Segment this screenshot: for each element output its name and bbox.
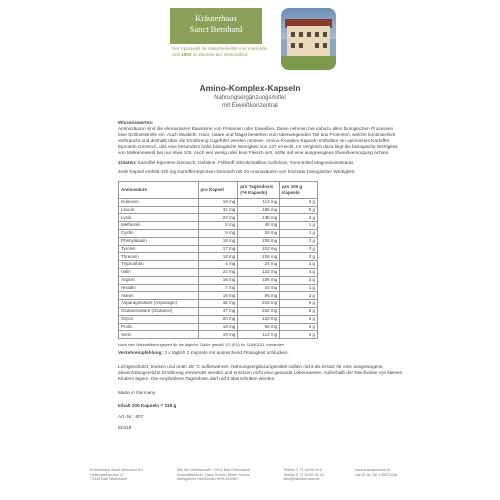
cell-amino: Valin <box>119 268 199 276</box>
cell-capsule: 20 mg <box>198 315 238 323</box>
cell-daily: 108 mg <box>238 237 280 245</box>
cell-amino: Prolin <box>119 323 199 331</box>
ingredients-label: Zutaten: <box>118 159 137 165</box>
table-row <box>119 261 318 269</box>
cell-daily: 114 mg <box>238 331 280 339</box>
footer-city: 73342 Bad Ditzenbach <box>90 477 128 482</box>
cell-daily: 222 mg <box>238 307 280 315</box>
tagline-year: 1903 <box>181 52 192 57</box>
product-subtitle2: mit Eiweißkonzentrat <box>222 103 278 109</box>
ingredients-text: Kartoffel-Eiprotein-Gemisch, Gelatine, Füllstoff mikrokristalline Cellulose, Trennmittel Magnesiumstearat. <box>136 159 355 165</box>
cell-daily: 30 mg <box>238 229 280 237</box>
cell-capsule: 19 mg <box>198 198 238 206</box>
logo-line2: Sanct Bernhard <box>189 24 243 34</box>
cell-amino: Glutaminsäure (Glutamin) <box>119 307 199 315</box>
table-row <box>119 307 318 315</box>
table-row <box>119 300 318 308</box>
table-row <box>119 214 318 222</box>
cell-100g: 1 g <box>280 229 318 237</box>
cell-daily: 120 mg <box>238 315 280 323</box>
cell-100g: 3 g <box>280 315 318 323</box>
product-title: Amino-Komplex-Kapseln <box>199 83 301 93</box>
cell-amino: Isoleucin <box>119 198 199 206</box>
cell-100g: 3 g <box>280 253 318 261</box>
amino-table <box>118 181 318 339</box>
footer-col4 <box>355 468 420 482</box>
table-row <box>119 284 318 292</box>
product-subtitle1: Nahrungsergänzungsmittel <box>214 95 286 101</box>
cell-100g: 1 g <box>280 284 318 292</box>
footer-fax: Telefax 0 73 34/96 54 44 <box>283 472 324 477</box>
table-body <box>119 198 318 338</box>
origin-text: Made in Germany <box>118 389 156 395</box>
tagline-suffix: im Dienste der Gesundheit. <box>191 52 249 57</box>
cell-100g: 1 g <box>280 261 318 269</box>
cell-daily: 108 mg <box>238 276 280 284</box>
table-row <box>119 245 318 253</box>
cell-amino: Leucin <box>119 206 199 214</box>
cell-amino: Methionin <box>119 222 199 230</box>
table-header-row <box>119 181 318 198</box>
info-body: Aminosäuren sind die elementaren Bausteine von Proteinen oder Eiweißen. Diese nehmen bei nahezu allen biologischen Prozessen eine Schlüsselrolle ein. Auch Muskeln, Haut, Haare und Nägel bestehen zum überwiegenden Teil aus Proteinen, welche kontinuierlich verbraucht und deshalb über die Ernährung zugeführt werden müssen. Amino-Komplex-Kapseln enthalten ein optimiertes Kartoffel-Eiprotein-Gemisch, das eine besonders hohe biologische Wertigkeit von 137 erreicht. Im Vergleich dazu liegt die biologische Wertigkeit von Molkeneiweiß bei nur etwa 105. Auch wer wenig oder kein Fleisch isst, sollte auf eine ausgewogene Eiweißversorgung achten. <box>118 126 398 156</box>
cell-100g: 3 g <box>280 237 318 245</box>
col-header-daily: pro Tagesdosis (=6 Kapseln) <box>238 181 280 198</box>
building-photo <box>281 8 336 70</box>
cell-daily: 138 mg <box>238 214 280 222</box>
cell-capsule: 19 mg <box>198 331 238 339</box>
info-heading: Wissenswertes: <box>118 120 154 125</box>
col-header-100g: pro 100 g Kapseln <box>280 181 318 198</box>
cell-amino: Tyrosin <box>119 245 199 253</box>
capsule-text: Jede Kapsel enthält 420 mg Kartoffel-Eiprotein-Gemisch mit 20 Aminosäuren von höchster biologischer Wertigkeit. <box>118 168 356 174</box>
cell-daily: 96 mg <box>238 292 280 300</box>
footer-seat: Sitz der Gesellschaft: 73342 Bad Ditzenbach <box>176 468 250 472</box>
cell-capsule: 22 mg <box>198 268 238 276</box>
product-content <box>118 120 403 434</box>
footer-company: Kräuterhaus Sanct Bernhard KG <box>90 468 144 472</box>
table-row <box>119 292 318 300</box>
cell-100g: 3 g <box>280 245 318 253</box>
table-row <box>119 323 318 331</box>
cell-100g: 3 g <box>280 276 318 284</box>
footer-street: Helfensteinstraße 47 <box>90 472 125 477</box>
page-footer <box>90 468 420 482</box>
cell-amino: Alanin <box>119 292 199 300</box>
cell-daily: 132 mg <box>238 268 280 276</box>
table-row <box>119 229 318 237</box>
table-row <box>119 276 318 284</box>
cell-amino: Lysin <box>119 214 199 222</box>
cell-capsule: 4 mg <box>198 261 238 269</box>
footer-email[interactable]: info@kraeuterhaus.de <box>283 477 320 482</box>
cell-daily: 24 mg <box>238 261 280 269</box>
cell-amino: Histidin <box>119 284 199 292</box>
product-code: E0118 <box>118 424 132 430</box>
cell-capsule: 8 mg <box>198 222 238 230</box>
tagline-part1: Der Spezialist für Naturheilmittel und Kosmetik. <box>172 46 268 51</box>
cell-amino: Asparaginsäure (Asparagin) <box>119 300 199 308</box>
table-footnote: Noch kein Nährstoffbezugswert für die tägliche Zufuhr gemäß VO (EU) Nr. 1169/2011 vorhanden. <box>118 342 286 348</box>
usage-label: Verzehrempfehlung: <box>118 350 164 356</box>
cell-100g: 4 g <box>280 268 318 276</box>
cell-100g: 4 g <box>280 214 318 222</box>
footer-col3 <box>283 468 348 482</box>
table-row <box>119 198 318 206</box>
storage-text: Lichtgeschützt, trocken und unter 25 °C aufbewahren. Nahrungsergänzungsmittel sollten nicht als Ersatz für eine ausgewogene, abwechslungsreiche Ernährung verwendet werden und ersetzen nicht eine gesunde Lebensweise. Außerhalb der Reichweite von kleinen Kindern lagern. Die empfohlene Tagesdosis darf nicht überschritten werden. <box>118 364 403 382</box>
cell-capsule: 18 mg <box>198 253 238 261</box>
tagline-prefix: Seit <box>172 52 182 57</box>
table-row <box>119 331 318 339</box>
usage <box>118 350 403 356</box>
content-text: Inhalt 200 Kapseln = 118 g <box>118 402 177 408</box>
table-row <box>119 315 318 323</box>
footer-col2 <box>177 468 277 482</box>
footer-vat: Ust-ID-Nr. DE 145872148 <box>354 472 397 477</box>
logo-line1: Kräuterhaus <box>195 13 237 23</box>
ingredients <box>118 160 403 166</box>
cell-daily: 108 mg <box>238 253 280 261</box>
cell-daily: 48 mg <box>238 222 280 230</box>
cell-capsule: 17 mg <box>198 245 238 253</box>
cell-100g: 3 g <box>280 292 318 300</box>
cell-100g: 3 g <box>280 198 318 206</box>
table-row <box>119 253 318 261</box>
cell-capsule: 7 mg <box>198 284 238 292</box>
cell-capsule: 16 mg <box>198 292 238 300</box>
cell-daily: 96 mg <box>238 323 280 331</box>
cell-capsule: 31 mg <box>198 206 238 214</box>
cell-capsule: 16 mg <box>198 323 238 331</box>
brand-logo <box>170 8 262 44</box>
footer-website[interactable]: www.kraeuterhaus.de <box>354 468 391 472</box>
footer-court: Amtsgericht Ulm/Donau HRA 541060 <box>176 477 238 482</box>
cell-capsule: 5 mg <box>198 229 238 237</box>
usage-text: 3 x täglich 2 Kapseln mit ausreichend Flüssigkeit schlucken. <box>163 350 289 356</box>
cell-daily: 42 mg <box>238 284 280 292</box>
cell-100g: 3 g <box>280 331 318 339</box>
cell-capsule: 36 mg <box>198 300 238 308</box>
col-header-capsule: pro Kapsel <box>198 181 238 198</box>
cell-100g: 6 g <box>280 307 318 315</box>
footer-phone: Telefon 0 73 34/96 54 0 <box>283 468 322 472</box>
cell-100g: 1 g <box>280 222 318 230</box>
article-number: Art.-Nr.: 807 <box>118 413 144 419</box>
cell-amino: Phenylalanin <box>119 237 199 245</box>
col-header-amino: Aminosäure <box>119 181 199 198</box>
table-row <box>119 206 318 214</box>
cell-amino: Serin <box>119 331 199 339</box>
cell-capsule: 37 mg <box>198 307 238 315</box>
footer-col1 <box>90 468 170 482</box>
cell-100g: 6 g <box>280 300 318 308</box>
cell-daily: 186 mg <box>238 206 280 214</box>
cell-amino: Glycin <box>119 315 199 323</box>
table-row <box>119 237 318 245</box>
cell-amino: Threonin <box>119 253 199 261</box>
cell-capsule: 23 mg <box>198 214 238 222</box>
cell-daily: 216 mg <box>238 300 280 308</box>
cell-amino: Tryptophan <box>119 261 199 269</box>
cell-amino: Cystin <box>119 229 199 237</box>
cell-100g: 3 g <box>280 323 318 331</box>
cell-100g: 5 g <box>280 206 318 214</box>
cell-amino: Arginin <box>119 276 199 284</box>
table-row <box>119 268 318 276</box>
cell-capsule: 18 mg <box>198 276 238 284</box>
table-row <box>119 222 318 230</box>
cell-daily: 114 mg <box>238 198 280 206</box>
cell-capsule: 18 mg <box>198 237 238 245</box>
cell-daily: 102 mg <box>238 245 280 253</box>
footer-ceo: Geschäftsführer: Hans Schulz, Dieter Schulz <box>176 472 250 477</box>
